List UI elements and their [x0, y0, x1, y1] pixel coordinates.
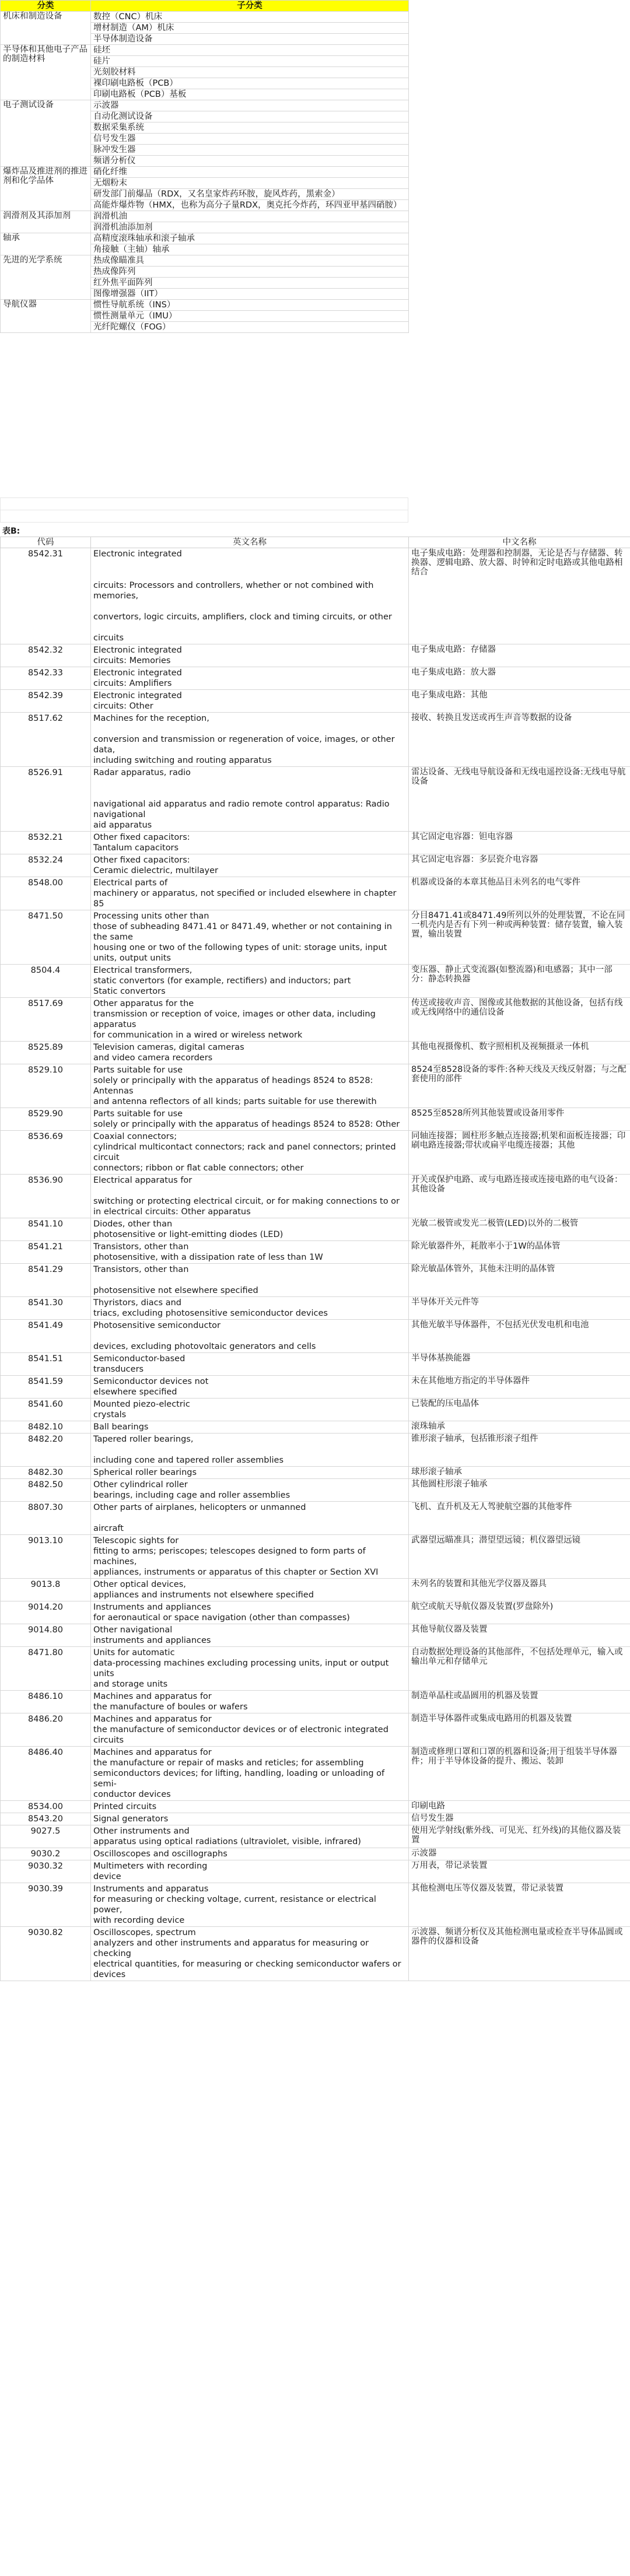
- chinese-name-cell: 8525至8528所列其他装置或设备用零件: [409, 1108, 630, 1131]
- category-row: [1, 300, 409, 311]
- chinese-name-cell: 未在其他地方指定的半导体器件: [409, 1376, 630, 1399]
- chinese-name-cell: 其它固定电容器：钽电容器: [409, 832, 630, 854]
- chinese-name-cell: 电子集成电路：其他: [409, 690, 630, 713]
- category-cell: 润滑剂及其添加剂: [1, 211, 91, 233]
- english-name-cell: Other fixed capacitors: Ceramic dielectric, multilayer: [91, 854, 409, 877]
- hs-code-row: [1, 1108, 630, 1131]
- chinese-name-cell: 武器望远瞄准具；潜望望远镜；机仪器望远镜: [409, 1535, 630, 1579]
- code-cell: 9030.82: [1, 1927, 91, 1981]
- chinese-name-cell: 半导体基换能器: [409, 1353, 630, 1376]
- code-cell: 8534.00: [1, 1801, 91, 1813]
- subcategory-cell: 高精度滚珠轴承和滚子轴承: [91, 233, 409, 244]
- english-name-cell: Printed circuits: [91, 1801, 409, 1813]
- hs-code-table-body: [1, 548, 630, 1981]
- header-category: 分类: [1, 1, 91, 12]
- english-name-cell: Electronic integrated circuits: Processors and controllers, whether or not combined with memories, convertors, logic circuits, amplifiers, clock and timing circuits, or other circuits: [91, 548, 409, 644]
- hs-code-row: [1, 1064, 630, 1108]
- english-name-cell: Oscilloscopes, spectrum analyzers and other instruments and apparatus for measuring or checking electrical quantities, for measuring or checking semiconductor wafers or devices: [91, 1927, 409, 1981]
- chinese-name-cell: 接收、转换且发送或再生声音等数据的设备: [409, 713, 630, 767]
- subcategory-cell: 研发部门前爆品（RDX，又名皇家炸药环胺，旋风炸药，黑索金）: [91, 189, 409, 200]
- category-cell: 机床和制造设备: [1, 12, 91, 45]
- subcategory-cell: 润滑机油: [91, 211, 409, 222]
- code-cell: 8504.4: [1, 965, 91, 998]
- chinese-name-cell: 航空或航天导航仪器及装置(罗盘除外): [409, 1601, 630, 1624]
- english-name-cell: Instruments and appliances for aeronautical or space navigation (other than compasses): [91, 1601, 409, 1624]
- code-cell: 9030.39: [1, 1883, 91, 1927]
- chinese-name-cell: 制造单晶柱或晶圆用的机器及装置: [409, 1691, 630, 1713]
- english-name-cell: Other parts of airplanes, helicopters or unmanned aircraft: [91, 1502, 409, 1535]
- code-cell: 9013.10: [1, 1535, 91, 1579]
- hs-code-row: [1, 690, 630, 713]
- code-cell: 8536.90: [1, 1175, 91, 1218]
- chinese-name-cell: 同轴连接器；圆柱形多触点连接器;机架和面板连接器；印刷电路连接器;带状或扁平电缆连接器；其他: [409, 1131, 630, 1175]
- english-name-cell: Telescopic sights for fitting to arms; periscopes; telescopes designed to form parts of machines, appliances, instruments or apparatus of this chapter or Section XVI: [91, 1535, 409, 1579]
- category-row: [1, 233, 409, 244]
- chinese-name-cell: 除光敏晶体管外，其他未注明的晶体管: [409, 1264, 630, 1297]
- category-row: [1, 167, 409, 178]
- hs-code-row: [1, 1691, 630, 1713]
- english-name-cell: Instruments and apparatus for measuring or checking voltage, current, resistance or electrical power, with recording device: [91, 1883, 409, 1927]
- subcategory-cell: 图像增强器（IIT）: [91, 289, 409, 300]
- hs-code-row: [1, 1825, 630, 1848]
- hs-code-row: [1, 1175, 630, 1218]
- chinese-name-cell: 未列名的装置和其他光学仪器及器具: [409, 1579, 630, 1601]
- code-cell: 9027.5: [1, 1825, 91, 1848]
- english-name-cell: Tapered roller bearings, including cone and tapered roller assemblies: [91, 1434, 409, 1467]
- category-row: [1, 45, 409, 56]
- subcategory-cell: 示波器: [91, 100, 409, 111]
- code-cell: 9013.8: [1, 1579, 91, 1601]
- subcategory-cell: 热成像阵列: [91, 267, 409, 278]
- code-cell: 8482.50: [1, 1479, 91, 1502]
- category-cell: 半导体和其他电子产品的制造材料: [1, 45, 91, 100]
- english-name-cell: Electrical apparatus for switching or protecting electrical circuit, or for making connections to or in electrical circuits: Other apparatus: [91, 1175, 409, 1218]
- hs-code-row: [1, 877, 630, 910]
- subcategory-cell: 光纤陀螺仪（FOG）: [91, 322, 409, 333]
- code-cell: 8542.39: [1, 690, 91, 713]
- chinese-name-cell: 自动数据处理设备的其他部件，不包括处理单元，输入或输出单元和存储单元: [409, 1647, 630, 1691]
- chinese-name-cell: 半导体开关元件等: [409, 1297, 630, 1320]
- chinese-name-cell: 万用表，带记录装置: [409, 1860, 630, 1883]
- english-name-cell: Machines and apparatus for the manufacture of boules or wafers: [91, 1691, 409, 1713]
- english-name-cell: Parts suitable for use solely or principally with the apparatus of headings 8524 to 8528: Antennas and antenna reflectors of all kinds; parts suitable for use therewith: [91, 1064, 409, 1108]
- hs-code-row: [1, 1813, 630, 1825]
- hs-code-row: [1, 1535, 630, 1579]
- chinese-name-cell: 滚珠轴承: [409, 1421, 630, 1434]
- chinese-name-cell: 除光敏器件外，耗散率小于1W的晶体管: [409, 1241, 630, 1264]
- hs-code-row: [1, 1042, 630, 1064]
- chinese-name-cell: 电子集成电路：存储器: [409, 644, 630, 667]
- hs-code-row: [1, 1601, 630, 1624]
- english-name-cell: Other navigational instruments and appliances: [91, 1624, 409, 1647]
- hs-code-table-header: [1, 537, 630, 548]
- chinese-name-cell: 球形滚子轴承: [409, 1467, 630, 1479]
- chinese-name-cell: 其他圆柱形滚子轴承: [409, 1479, 630, 1502]
- hs-code-row: [1, 910, 630, 965]
- code-cell: 8541.30: [1, 1297, 91, 1320]
- english-name-cell: Electronic integrated circuits: Amplifiers: [91, 667, 409, 690]
- chinese-name-cell: 电子集成电路：处理器和控制器，无论是否与存储器、转换器、逻辑电路、放大器、时钟和定时电路或其他电路相结合: [409, 548, 630, 644]
- english-name-cell: Electrical transformers, static convertors (for example, rectifiers) and inductors; part Static convertors: [91, 965, 409, 998]
- hs-code-row: [1, 667, 630, 690]
- code-cell: 8536.69: [1, 1131, 91, 1175]
- category-cell: 导航仪器: [1, 300, 91, 333]
- code-cell: 8471.80: [1, 1647, 91, 1691]
- hs-code-row: [1, 1883, 630, 1927]
- code-cell: 8541.59: [1, 1376, 91, 1399]
- chinese-name-cell: 使用光学射线(紫外线、可见光、红外线)的其他仪器及装置: [409, 1825, 630, 1848]
- chinese-name-cell: 机器或设备的本章其他品目未列名的电气零件: [409, 877, 630, 910]
- subcategory-cell: 硅坯: [91, 45, 409, 56]
- chinese-name-cell: 变压器、静止式变流器(如整流器)和电感器；其中一部分：静态转换器: [409, 965, 630, 998]
- hs-code-row: [1, 1320, 630, 1353]
- chinese-name-cell: 制造或修理口罩和口罩的机器和设备;用于组装半导体器件；用于半导体设备的提升、搬运、装卸: [409, 1747, 630, 1801]
- subcategory-cell: 信号发生器: [91, 134, 409, 145]
- english-name-cell: Ball bearings: [91, 1421, 409, 1434]
- english-name-cell: Other instruments and apparatus using optical radiations (ultraviolet, visible, infrared): [91, 1825, 409, 1848]
- hs-code-row: [1, 965, 630, 998]
- chinese-name-cell: 飞机、直升机及无人驾驶航空器的其他零件: [409, 1502, 630, 1535]
- english-name-cell: Mounted piezo-electric crystals: [91, 1399, 409, 1421]
- header-chinese-name: 中文名称: [409, 537, 630, 548]
- chinese-name-cell: 8524至8528设备的零件:各种天线及天线反射器；与之配套使用的部件: [409, 1064, 630, 1108]
- subcategory-cell: 硝化纤维: [91, 167, 409, 178]
- subcategory-cell: 数控（CNC）机床: [91, 12, 409, 23]
- chinese-name-cell: 光敏二极管或发光二极管(LED)以外的二极管: [409, 1218, 630, 1241]
- hs-code-row: [1, 1421, 630, 1434]
- english-name-cell: Transistors, other than photosensitive, with a dissipation rate of less than 1W: [91, 1241, 409, 1264]
- subcategory-cell: 惯性导航系统（INS）: [91, 300, 409, 311]
- subcategory-cell: 润滑机油添加剂: [91, 222, 409, 233]
- code-cell: 8532.21: [1, 832, 91, 854]
- english-name-cell: Machines for the reception, conversion and transmission or regeneration of voice, images, or other data, including switching and routing apparatus: [91, 713, 409, 767]
- subcategory-cell: 裸印刷电路板（PCB）: [91, 78, 409, 89]
- subcategory-cell: 高能炸爆炸物（HMX，也称为高分子量RDX，奥克托今炸药，环四亚甲基四硝胺）: [91, 200, 409, 211]
- english-name-cell: Photosensitive semiconductor devices, excluding photovoltaic generators and cells: [91, 1320, 409, 1353]
- hs-code-row: [1, 1647, 630, 1691]
- chinese-name-cell: 制造半导体器件或集成电路用的机器及装置: [409, 1713, 630, 1747]
- hs-code-row: [1, 1434, 630, 1467]
- header-english-name: 英文名称: [91, 537, 409, 548]
- english-name-cell: Transistors, other than photosensitive not elsewhere specified: [91, 1264, 409, 1297]
- hs-code-row: [1, 1376, 630, 1399]
- chinese-name-cell: 传送或接收声音、图像或其他数据的其他设备，包括有线或无线网络中的通信设备: [409, 998, 630, 1042]
- hs-code-row: [1, 1297, 630, 1320]
- subcategory-cell: 脉冲发生器: [91, 145, 409, 156]
- chinese-name-cell: 其他检测电压等仪器及装置，带记录装置: [409, 1883, 630, 1927]
- code-cell: 8482.20: [1, 1434, 91, 1467]
- code-cell: 8529.90: [1, 1108, 91, 1131]
- code-cell: 8542.32: [1, 644, 91, 667]
- subcategory-cell: 无烟粉末: [91, 178, 409, 189]
- code-cell: 9030.2: [1, 1848, 91, 1860]
- english-name-cell: Coaxial connectors; cylindrical multicontact connectors; rack and panel connectors; printed circuit connectors; ribbon or flat cable connectors; other: [91, 1131, 409, 1175]
- chinese-name-cell: 雷达设备、无线电导航设备和无线电遥控设备:无线电导航设备: [409, 767, 630, 832]
- code-cell: 8543.20: [1, 1813, 91, 1825]
- english-name-cell: Machines and apparatus for the manufacture or repair of masks and reticles; for assembling semiconductors devices; for lifting, handling, loading or unloading of semi- conductor devices: [91, 1747, 409, 1801]
- table-b-label: 表B:: [2, 527, 20, 536]
- category-row: [1, 211, 409, 222]
- code-cell: 9030.32: [1, 1860, 91, 1883]
- chinese-name-cell: 电子集成电路：放大器: [409, 667, 630, 690]
- hs-code-table: [0, 537, 630, 1981]
- subcategory-cell: 数据采集系统: [91, 122, 409, 134]
- chinese-name-cell: 其他光敏半导体器件，不包括光伏发电机和电池: [409, 1320, 630, 1353]
- code-cell: 8532.24: [1, 854, 91, 877]
- hs-code-row: [1, 548, 630, 644]
- hs-code-row: [1, 1353, 630, 1376]
- english-name-cell: Semiconductor devices not elsewhere specified: [91, 1376, 409, 1399]
- hs-code-row: [1, 1927, 630, 1981]
- category-table-body: [1, 12, 409, 333]
- category-cell: 爆炸品及推进剂的推进剂和化学品体: [1, 167, 91, 211]
- chinese-name-cell: 其它固定电容器：多层瓷介电容器: [409, 854, 630, 877]
- category-row: [1, 12, 409, 23]
- hs-code-row: [1, 1399, 630, 1421]
- code-cell: 8541.29: [1, 1264, 91, 1297]
- hs-code-row: [1, 767, 630, 832]
- subcategory-cell: 半导体制造设备: [91, 34, 409, 45]
- english-name-cell: Processing units other than those of subheading 8471.41 or 8471.49, whether or not containing in the same housing one or two of the following types of unit: storage units, input units, output units: [91, 910, 409, 965]
- code-cell: 8541.21: [1, 1241, 91, 1264]
- code-cell: 8482.30: [1, 1467, 91, 1479]
- hs-code-row: [1, 1241, 630, 1264]
- chinese-name-cell: 印刷电路: [409, 1801, 630, 1813]
- hs-code-row: [1, 1713, 630, 1747]
- subcategory-cell: 惯性测量单元（IMU）: [91, 311, 409, 322]
- empty-rows: [0, 497, 408, 523]
- code-cell: 8517.69: [1, 998, 91, 1042]
- english-name-cell: Multimeters with recording device: [91, 1860, 409, 1883]
- code-cell: 9014.20: [1, 1601, 91, 1624]
- english-name-cell: Parts suitable for use solely or principally with the apparatus of headings 8524 to 8528: Other: [91, 1108, 409, 1131]
- code-cell: 8542.31: [1, 548, 91, 644]
- english-name-cell: Other cylindrical roller bearings, including cage and roller assemblies: [91, 1479, 409, 1502]
- hs-code-row: [1, 854, 630, 877]
- subcategory-cell: 增材制造（AM）机床: [91, 23, 409, 34]
- hs-code-row: [1, 713, 630, 767]
- english-name-cell: Thyristors, diacs and triacs, excluding photosensitive semiconductor devices: [91, 1297, 409, 1320]
- category-table: [0, 0, 409, 333]
- hs-code-row: [1, 1848, 630, 1860]
- hs-code-row: [1, 998, 630, 1042]
- english-name-cell: Other apparatus for the transmission or reception of voice, images or other data, including apparatus for communication in a wired or wireless network: [91, 998, 409, 1042]
- code-cell: 8807.30: [1, 1502, 91, 1535]
- hs-code-row: [1, 1131, 630, 1175]
- hs-code-row: [1, 832, 630, 854]
- subcategory-cell: 热成像瞄准具: [91, 255, 409, 267]
- chinese-name-cell: 其他导航仪器及装置: [409, 1624, 630, 1647]
- code-cell: 9014.80: [1, 1624, 91, 1647]
- hs-code-row: [1, 1502, 630, 1535]
- hs-code-row: [1, 1801, 630, 1813]
- code-cell: 8526.91: [1, 767, 91, 832]
- category-cell: 轴承: [1, 233, 91, 255]
- code-cell: 8482.10: [1, 1421, 91, 1434]
- category-row: [1, 255, 409, 267]
- hs-code-row: [1, 1624, 630, 1647]
- code-cell: 8486.10: [1, 1691, 91, 1713]
- chinese-name-cell: 信号发生器: [409, 1813, 630, 1825]
- english-name-cell: Radar apparatus, radio navigational aid apparatus and radio remote control apparatus: Radio navigational aid apparatus: [91, 767, 409, 832]
- chinese-name-cell: 已装配的压电晶体: [409, 1399, 630, 1421]
- english-name-cell: Semiconductor-based transducers: [91, 1353, 409, 1376]
- subcategory-cell: 印刷电路板（PCB）基板: [91, 89, 409, 100]
- english-name-cell: Oscilloscopes and oscillographs: [91, 1848, 409, 1860]
- english-name-cell: Television cameras, digital cameras and video camera recorders: [91, 1042, 409, 1064]
- category-cell: 先进的光学系统: [1, 255, 91, 300]
- hs-code-row: [1, 644, 630, 667]
- code-cell: 8541.51: [1, 1353, 91, 1376]
- header-code: 代码: [1, 537, 91, 548]
- english-name-cell: Electrical parts of machinery or apparatus, not specified or included elsewhere in chapter 85: [91, 877, 409, 910]
- code-cell: 8541.10: [1, 1218, 91, 1241]
- subcategory-cell: 硅片: [91, 56, 409, 67]
- subcategory-cell: 红外焦平面阵列: [91, 278, 409, 289]
- hs-code-row: [1, 1467, 630, 1479]
- chinese-name-cell: 锥形滚子轴承，包括锥形滚子组件: [409, 1434, 630, 1467]
- code-cell: 8541.49: [1, 1320, 91, 1353]
- english-name-cell: Other fixed capacitors: Tantalum capacitors: [91, 832, 409, 854]
- subcategory-cell: 自动化测试设备: [91, 111, 409, 122]
- category-cell: 电子测试设备: [1, 100, 91, 167]
- english-name-cell: Machines and apparatus for the manufacture of semiconductor devices or of electronic integrated circuits: [91, 1713, 409, 1747]
- code-cell: 8486.20: [1, 1713, 91, 1747]
- hs-code-row: [1, 1860, 630, 1883]
- hs-code-row: [1, 1479, 630, 1502]
- category-table-header: [1, 1, 409, 12]
- chinese-name-cell: 示波器: [409, 1848, 630, 1860]
- code-cell: 8471.50: [1, 910, 91, 965]
- code-cell: 8548.00: [1, 877, 91, 910]
- english-name-cell: Spherical roller bearings: [91, 1467, 409, 1479]
- code-cell: 8529.10: [1, 1064, 91, 1108]
- chinese-name-cell: 示波器、频谱分析仪及其他检测电量或检查半导体晶圆或器件的仪器和设备: [409, 1927, 630, 1981]
- hs-code-row: [1, 1264, 630, 1297]
- category-row: [1, 100, 409, 111]
- hs-code-row: [1, 1218, 630, 1241]
- english-name-cell: Diodes, other than photosensitive or light-emitting diodes (LED): [91, 1218, 409, 1241]
- code-cell: 8525.89: [1, 1042, 91, 1064]
- english-name-cell: Electronic integrated circuits: Other: [91, 690, 409, 713]
- subcategory-cell: 频谱分析仪: [91, 156, 409, 167]
- code-cell: 8541.60: [1, 1399, 91, 1421]
- hs-code-row: [1, 1747, 630, 1801]
- chinese-name-cell: 其他电视摄像机、数字照相机及视频摄录一体机: [409, 1042, 630, 1064]
- english-name-cell: Other optical devices, appliances and instruments not elsewhere specified: [91, 1579, 409, 1601]
- subcategory-cell: 角接触（主轴）轴承: [91, 244, 409, 255]
- chinese-name-cell: 分目8471.41或8471.49所列以外的处理装置，不论在同一机壳内是否有下列一种或两种装置：储存装置，输入装置，输出装置: [409, 910, 630, 965]
- header-subcategory: 子分类: [91, 1, 409, 12]
- english-name-cell: Electronic integrated circuits: Memories: [91, 644, 409, 667]
- chinese-name-cell: 开关或保护电路、或与电路连接或连接电路的电气设备：其他设备: [409, 1175, 630, 1218]
- code-cell: 8542.33: [1, 667, 91, 690]
- code-cell: 8517.62: [1, 713, 91, 767]
- english-name-cell: Units for automatic data-processing machines excluding processing units, input or output units and storage units: [91, 1647, 409, 1691]
- english-name-cell: Signal generators: [91, 1813, 409, 1825]
- code-cell: 8486.40: [1, 1747, 91, 1801]
- subcategory-cell: 光刻胶材料: [91, 67, 409, 78]
- hs-code-row: [1, 1579, 630, 1601]
